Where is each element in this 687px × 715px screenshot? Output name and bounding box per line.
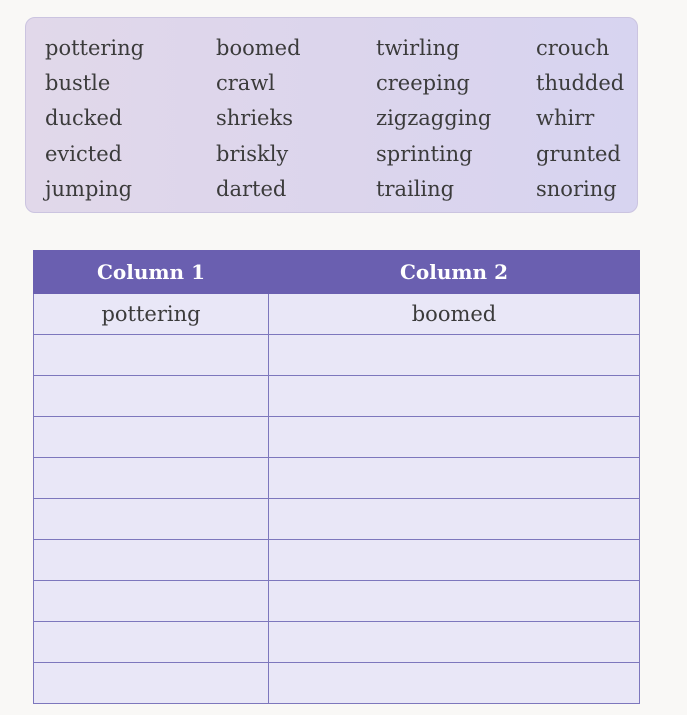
table-cell[interactable] (34, 663, 269, 704)
table-row (34, 663, 640, 704)
word-item: shrieks (216, 106, 293, 131)
table-cell[interactable] (269, 540, 640, 581)
table-row (34, 540, 640, 581)
word-item: creeping (376, 71, 470, 96)
column-2-header: Column 2 (269, 251, 640, 294)
table-row (34, 376, 640, 417)
table-cell[interactable] (269, 499, 640, 540)
table-cell[interactable] (269, 417, 640, 458)
word-item: ducked (45, 106, 123, 131)
table-cell[interactable] (34, 417, 269, 458)
table-row (34, 294, 640, 335)
word-item: boomed (216, 36, 301, 60)
table-row (34, 417, 640, 458)
table-cell[interactable] (34, 540, 269, 581)
table-cell[interactable] (269, 376, 640, 417)
column-1-header: Column 1 (34, 251, 269, 294)
word-item: crouch (536, 36, 610, 60)
table-cell[interactable] (34, 622, 269, 663)
word-item: darted (216, 176, 287, 201)
word-bank-column-4 (536, 31, 624, 207)
word-item: twirling (376, 36, 460, 60)
table-cell[interactable]: boomed (269, 294, 640, 335)
table-cell[interactable] (269, 581, 640, 622)
word-item: crawl (216, 71, 276, 96)
table-cell[interactable] (34, 499, 269, 540)
word-item: thudded (536, 71, 625, 96)
word-item: briskly (216, 141, 289, 166)
word-item: jumping (45, 176, 133, 201)
word-item: bustle (45, 71, 111, 96)
table-cell[interactable] (269, 458, 640, 499)
word-item: pottering (45, 36, 145, 60)
table-cell[interactable] (34, 458, 269, 499)
table-cell[interactable] (269, 663, 640, 704)
table-cell[interactable] (34, 581, 269, 622)
word-item: whirr (536, 106, 595, 131)
word-bank-column-3 (376, 31, 491, 207)
table-cell[interactable] (34, 335, 269, 376)
word-item: sprinting (376, 141, 473, 166)
word-item: evicted (45, 141, 123, 166)
word-item: grunted (536, 141, 621, 166)
table-cell[interactable]: pottering (34, 294, 269, 335)
table-row (34, 581, 640, 622)
table-row (34, 335, 640, 376)
answer-table (33, 250, 640, 704)
table-row (34, 499, 640, 540)
table-row (34, 458, 640, 499)
word-bank (25, 17, 638, 213)
table-cell[interactable] (34, 376, 269, 417)
table-row (34, 622, 640, 663)
table-cell[interactable] (269, 335, 640, 376)
word-item: zigzagging (376, 106, 492, 131)
word-bank-column-2 (216, 31, 301, 207)
word-bank-column-1 (45, 31, 144, 207)
table-header-row (34, 251, 640, 294)
word-item: trailing (376, 176, 455, 201)
word-item: snoring (536, 176, 617, 201)
table-cell[interactable] (269, 622, 640, 663)
